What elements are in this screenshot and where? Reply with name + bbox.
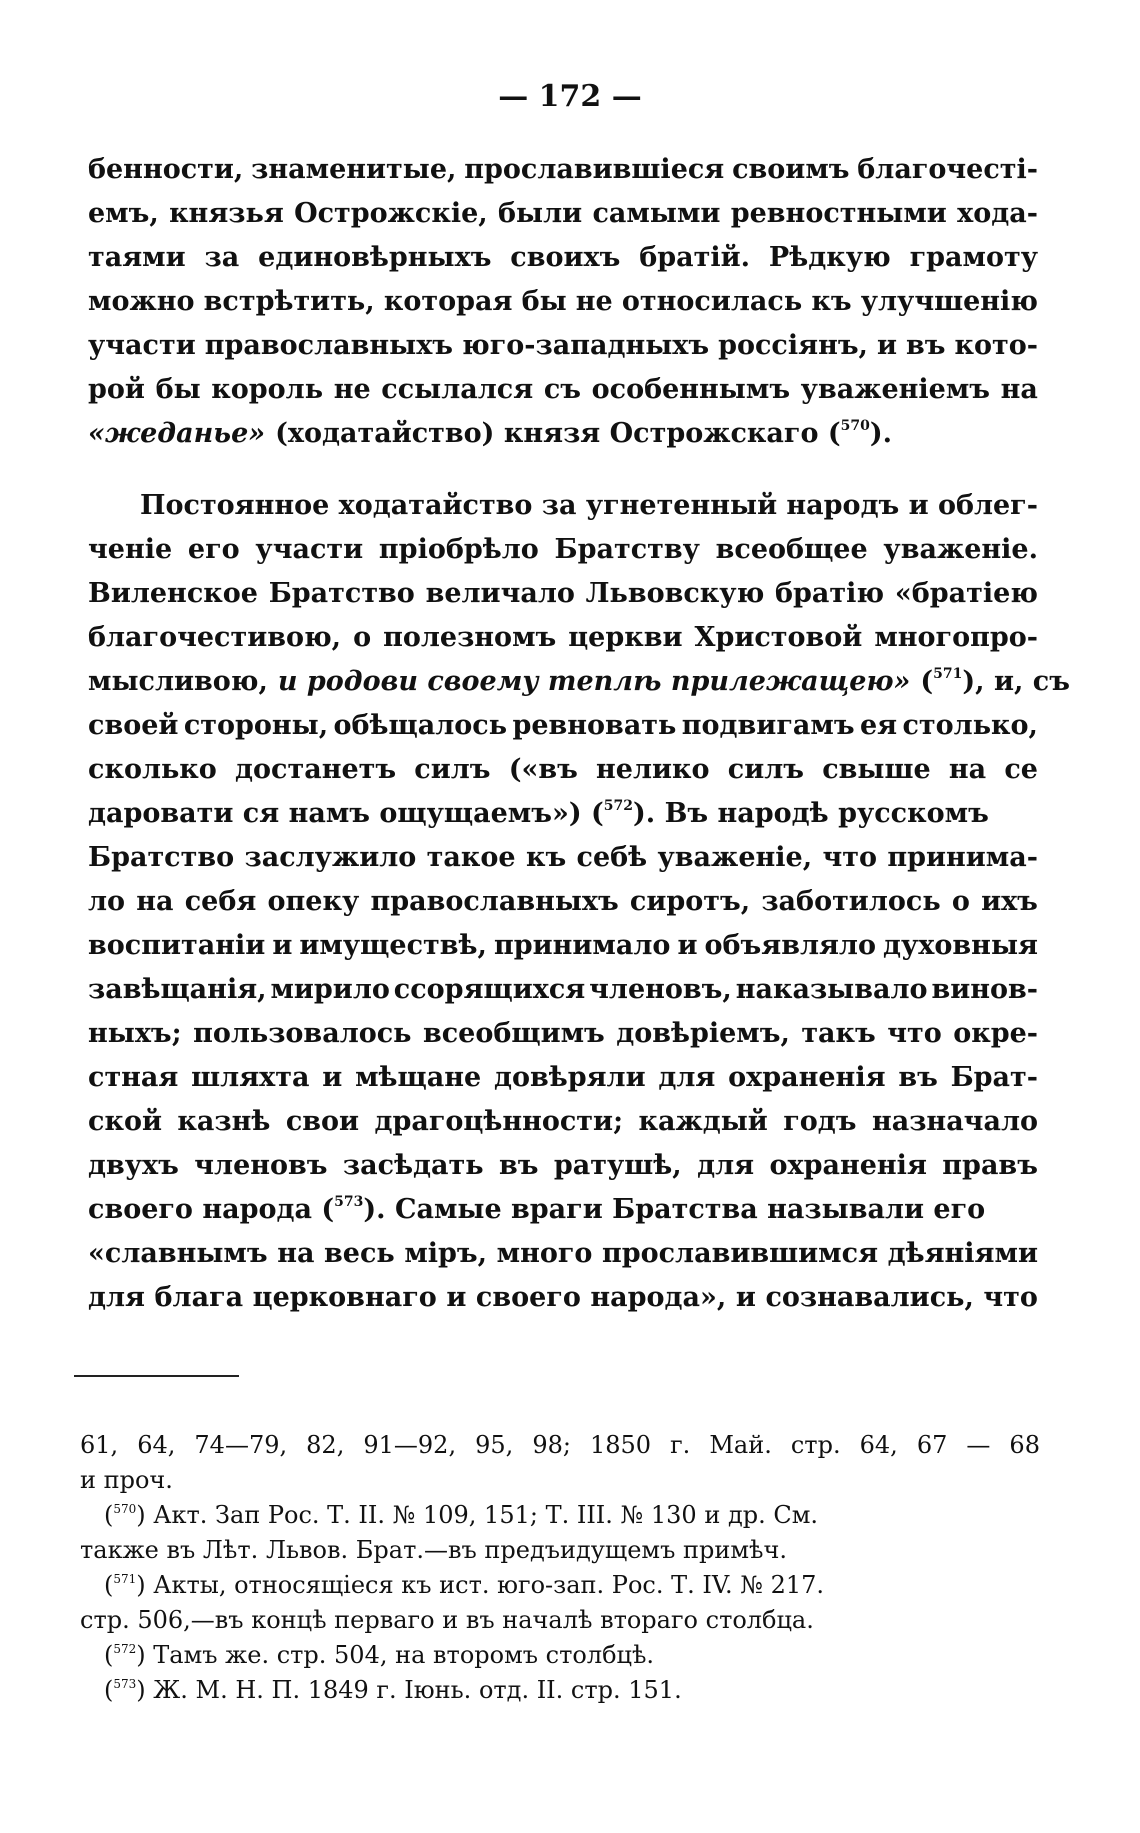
word: величало (425, 578, 575, 609)
word: на (277, 1238, 315, 1269)
word: свыше (822, 754, 931, 785)
footnote-571 (80, 1568, 1040, 1603)
word: завѣщанія, (88, 974, 267, 1005)
text-line (88, 324, 1038, 368)
word: уваженіе. (883, 534, 1038, 565)
word: улучшенію (860, 286, 1038, 317)
word: 82, (306, 1431, 345, 1459)
word: и (876, 330, 897, 361)
word: заботилось (761, 886, 941, 917)
word: бы (155, 374, 201, 405)
word: объявляло (704, 930, 876, 961)
word: имуществѣ, (299, 930, 487, 961)
word: таями (88, 242, 186, 273)
line-fragment: (ходатайство) князя Острожскаго ( (275, 418, 841, 449)
line-fragment: ). (869, 418, 893, 449)
word: что (887, 1018, 942, 1049)
word: Рѣдкую (768, 242, 891, 273)
word: бы (521, 286, 567, 317)
word: ея (859, 710, 898, 741)
word: принима- (887, 842, 1038, 873)
word: такое (426, 842, 516, 873)
word: угнетенный (585, 490, 778, 521)
word: свои (285, 1106, 360, 1137)
word: мирило (270, 974, 390, 1005)
footnote-ref: 571 (933, 666, 963, 682)
footnote-fragment: ) Тамъ же. стр. 504, на второмъ столбцѣ. (136, 1641, 655, 1669)
word: Братству (554, 534, 700, 565)
footnote-ref: 570 (840, 418, 870, 434)
word: міръ, (404, 1238, 488, 1269)
word: охраненія (728, 1062, 886, 1093)
text-line (88, 704, 1038, 748)
line-text (88, 148, 1038, 192)
word: православныхъ (204, 330, 454, 361)
word: блага (154, 1282, 244, 1313)
word: и (322, 1062, 343, 1093)
word: относилась (621, 286, 803, 317)
word: 91—92, (363, 1431, 457, 1459)
line-text (88, 1056, 1038, 1100)
line-fragment (88, 792, 989, 836)
word: братій. (639, 242, 751, 273)
line-text (88, 1276, 1038, 1320)
text-line (88, 1056, 1038, 1100)
footnote-fragment: ) Акт. Зап Рос. Т. II. № 109, 151; Т. III. № 130 и др. См. (136, 1501, 819, 1529)
footnote-line (80, 1428, 1040, 1463)
footnote-ref: 573 (334, 1194, 364, 1210)
word: и (446, 1282, 467, 1313)
line-fragment: ), и, съ (962, 666, 1070, 697)
word: для (88, 1282, 145, 1313)
word: можно (88, 286, 195, 317)
word: бенности, (88, 154, 244, 185)
line-fragment (920, 660, 1070, 704)
word: въ (905, 330, 946, 361)
text-line (88, 792, 1038, 836)
quoted-word: «жеданье» (88, 418, 266, 449)
word: охраненія (769, 1150, 927, 1181)
word: ревностными (730, 198, 947, 229)
word: полезномъ (383, 622, 557, 653)
word: себѣ (576, 842, 648, 873)
word: для (697, 1150, 755, 1181)
text-line (88, 924, 1038, 968)
line-text (88, 880, 1038, 924)
text-line (88, 616, 1038, 660)
word: Острожскіе, (294, 198, 488, 229)
text-line (88, 528, 1038, 572)
word: участи (255, 534, 364, 565)
word: Львовскую (585, 578, 765, 609)
word: заслужило (244, 842, 417, 873)
quoted-text: и родови своему теплѣ прилежащею» (277, 666, 911, 697)
line-fragment: ). Самые враги Братства называли его (363, 1194, 986, 1225)
word: ратушѣ, (553, 1150, 682, 1181)
word: ихъ (981, 886, 1038, 917)
word: народъ (786, 490, 900, 521)
word: на (136, 886, 174, 917)
word: и (908, 490, 929, 521)
word: воспитаніи (88, 930, 266, 961)
footnote-text (80, 1428, 1040, 1463)
word: такъ (801, 1018, 876, 1049)
word: церкви (568, 622, 683, 653)
line-text (88, 368, 1038, 412)
footnote-572 (80, 1638, 1040, 1673)
word: что (822, 842, 877, 873)
word: благочестивою, (88, 622, 342, 653)
word: дѣяніями (887, 1238, 1038, 1269)
paragraph-2 (88, 484, 1070, 1320)
word: Май. (709, 1431, 772, 1459)
word: «братіею (894, 578, 1038, 609)
word: 98; (532, 1431, 571, 1459)
line-text (88, 324, 1038, 368)
footnote-570 (80, 1498, 1040, 1533)
word: Виленское (88, 578, 258, 609)
word: за (541, 490, 577, 521)
word: уваженіе, (657, 842, 813, 873)
word: себя (184, 886, 257, 917)
word: въ (898, 1062, 938, 1093)
line-text (88, 1012, 1038, 1056)
word: окре- (953, 1018, 1038, 1049)
word: Брат- (950, 1062, 1038, 1093)
word: своей (88, 710, 179, 741)
text-line (88, 748, 1038, 792)
text-line (88, 368, 1038, 412)
word: духовныя (883, 930, 1038, 961)
word: довѣряли (493, 1062, 646, 1093)
word: подвигамъ (681, 710, 855, 741)
word: сколько (88, 754, 217, 785)
text-line (88, 968, 1038, 1012)
word: наказывало (735, 974, 928, 1005)
word: ло (88, 886, 126, 917)
footnote-text: ($^{570}$) Акт. Зап Рос. Т. II. № 109, 151; Т. III. № 130 и др. См. (104, 1501, 819, 1529)
footnote-text: и проч. (80, 1466, 173, 1494)
word: къ (811, 286, 852, 317)
word: достанетъ (235, 754, 397, 785)
word: грамоту (909, 242, 1038, 273)
word: своего (475, 1282, 581, 1313)
word: ской (88, 1106, 162, 1137)
word: 67 (916, 1431, 948, 1459)
word: о (353, 622, 372, 653)
word: не (333, 374, 371, 405)
word: довѣріемъ, (616, 1018, 790, 1049)
footnote-fragment: ) Акты, относящіеся къ ист. юго-зап. Рос. Т. IV. № 217. (136, 1571, 825, 1599)
word: назначало (871, 1106, 1038, 1137)
word: («въ (508, 754, 578, 785)
text-line (88, 660, 1070, 704)
text-line (88, 836, 1038, 880)
line-text (140, 484, 1038, 528)
word: особеннымъ (591, 374, 791, 405)
word: силъ (414, 754, 491, 785)
line-fragment (88, 1188, 985, 1232)
word: всеобщее (715, 534, 868, 565)
word: столько, (902, 710, 1038, 741)
word: шляхта (191, 1062, 310, 1093)
page-number: — 172 — (498, 79, 642, 114)
line-text (88, 572, 1038, 616)
word: сознавались, (765, 1282, 974, 1313)
word: пользовалось (193, 1018, 412, 1049)
word: стр. (790, 1431, 841, 1459)
word: единовѣрныхъ (258, 242, 492, 273)
text-line (88, 1144, 1038, 1188)
word: нелико (596, 754, 710, 785)
word: засѣдать (342, 1150, 484, 1181)
line-text (88, 192, 1038, 236)
line-text (88, 704, 1038, 748)
word: что (983, 1282, 1038, 1313)
word: ссылался (381, 374, 534, 405)
footnote-text: ($^{572}$) Тамъ же. стр. 504, на второмъ столбцѣ. (104, 1641, 655, 1669)
line-fragment: ). Въ народѣ русскомъ (633, 798, 989, 829)
text-line (88, 192, 1038, 236)
word: 1850 (589, 1431, 652, 1459)
word: самыми (592, 198, 721, 229)
word: благочестi- (857, 154, 1038, 185)
word: на (1000, 374, 1038, 405)
word: за (204, 242, 240, 273)
line-text (88, 748, 1038, 792)
word: рой (88, 374, 145, 405)
word: и (272, 930, 293, 961)
word: хода- (957, 198, 1038, 229)
line-text (88, 236, 1038, 280)
word: 64, (137, 1431, 176, 1459)
word: стная (88, 1062, 179, 1093)
word: годъ (783, 1106, 857, 1137)
word: не (575, 286, 613, 317)
text-line (88, 1188, 1038, 1232)
word: г. (670, 1431, 691, 1459)
text-line (88, 148, 1038, 192)
line-fragment: ( (920, 666, 934, 697)
text-line (88, 1232, 1038, 1276)
line-text (88, 836, 1038, 880)
footnote-text: ($^{571}$) Акты, относящіеся къ ист. юго-зап. Рос. Т. IV. № 217. (104, 1571, 825, 1599)
line-fragment: мысливою, (88, 666, 268, 697)
word: пріобрѣло (378, 534, 539, 565)
word: о (951, 886, 970, 917)
word: многопро- (874, 622, 1038, 653)
word: уваженіемъ (800, 374, 991, 405)
word: винов- (931, 974, 1038, 1005)
paragraph-1 (88, 148, 1038, 456)
word: Братство (88, 842, 235, 873)
word: на (948, 754, 987, 785)
word: ченіе (88, 534, 173, 565)
footnote-number: 571 (113, 1572, 137, 1586)
word: въ (499, 1150, 539, 1181)
word: 68 (1009, 1431, 1040, 1459)
word: Постоянное (140, 490, 330, 521)
footnote-text: ($^{573}$) Ж. М. Н. П. 1849 г. Іюнь. отд. II. стр. 151. (104, 1676, 682, 1704)
word: съ (543, 374, 581, 405)
word: князья (169, 198, 284, 229)
word: ныхъ; (88, 1018, 182, 1049)
word: казнѣ (177, 1106, 271, 1137)
line-text (88, 924, 1038, 968)
word: кото- (954, 330, 1038, 361)
word: участи (88, 330, 196, 361)
word: были (498, 198, 583, 229)
word: церковнаго (252, 1282, 437, 1313)
text-line (88, 280, 1038, 324)
word: и (735, 1282, 756, 1313)
footnote-number: 572 (113, 1642, 137, 1656)
text-line (88, 484, 1038, 528)
word: своимъ (732, 154, 850, 185)
line-text (88, 1144, 1038, 1188)
word: мѣщане (355, 1062, 482, 1093)
word: стороны, (183, 710, 329, 741)
line-text (275, 412, 892, 456)
word: опеку (267, 886, 360, 917)
footnote-line (80, 1463, 1040, 1498)
word: членовъ, (589, 974, 732, 1005)
footnotes (80, 1428, 1040, 1708)
word: членовъ (194, 1150, 328, 1181)
line-fragment: своего народа ( (88, 1194, 335, 1225)
text-line (88, 236, 1038, 280)
footnote-ref: 572 (603, 798, 634, 814)
word: ссорящихся (393, 974, 586, 1005)
text-line (88, 572, 1038, 616)
word: которая (383, 286, 513, 317)
footnote-573 (80, 1673, 1040, 1708)
word: 95, (475, 1431, 514, 1459)
footnote-line (80, 1603, 1040, 1638)
word: ходатайство (338, 490, 533, 521)
word: 61, (80, 1431, 119, 1459)
word: Братство (268, 578, 415, 609)
text-line (88, 412, 1038, 456)
word: и (677, 930, 698, 961)
word: прославившіеся (464, 154, 725, 185)
word: облег- (937, 490, 1038, 521)
word: весь (324, 1238, 395, 1269)
footnote-number: 570 (113, 1502, 137, 1516)
word: православныхъ (370, 886, 619, 917)
word: король (211, 374, 324, 405)
word: драгоцѣнности; (374, 1106, 624, 1137)
word: къ (525, 842, 567, 873)
word: обѣщалось (333, 710, 508, 741)
word: двухъ (88, 1150, 179, 1181)
word: каждый (638, 1106, 768, 1137)
word: прославившимся (601, 1238, 879, 1269)
word: ревновать (512, 710, 677, 741)
line-text (88, 968, 1038, 1012)
word: всеобщимъ (422, 1018, 605, 1049)
word: 64, (859, 1431, 898, 1459)
word: народа», (590, 1282, 727, 1313)
footnote-divider (74, 1375, 239, 1377)
line-text (88, 1100, 1038, 1144)
word: братію (775, 578, 885, 609)
footnote-fragment: ) Ж. М. Н. П. 1849 г. Іюнь. отд. II. стр. 151. (136, 1676, 682, 1704)
line-text (88, 1232, 1038, 1276)
word: его (187, 534, 240, 565)
text-line (88, 1276, 1038, 1320)
word: «славнымъ (88, 1238, 268, 1269)
word: юго-западныхъ (462, 330, 710, 361)
word: принимало (493, 930, 671, 961)
text-line (88, 1012, 1038, 1056)
line-fragment: даровати ся намъ ощущаемъ») ( (88, 798, 604, 829)
line-text (88, 528, 1038, 572)
word: встрѣтить, (203, 286, 375, 317)
footnote-text: также въ Лѣт. Львов. Брат.—въ предъидущемъ примѣч. (80, 1536, 787, 1564)
text-line (88, 1100, 1038, 1144)
footnote-text: стр. 506,—въ концѣ перваго и въ началѣ втораго столбца. (80, 1606, 814, 1634)
footnote-line (80, 1533, 1040, 1568)
word: силъ (727, 754, 804, 785)
word: для (658, 1062, 716, 1093)
word: правъ (942, 1150, 1038, 1181)
word: се (1004, 754, 1038, 785)
word: много (496, 1238, 593, 1269)
word: знаменитые, (251, 154, 457, 185)
line-text (88, 616, 1038, 660)
text-line (88, 880, 1038, 924)
footnote-number: 573 (113, 1677, 137, 1691)
word: сиротъ, (629, 886, 751, 917)
word: емъ, (88, 198, 159, 229)
line-text (88, 280, 1038, 324)
word: россіянъ, (718, 330, 868, 361)
word: — (966, 1431, 991, 1459)
word: 74—79, (194, 1431, 288, 1459)
word: своихъ (510, 242, 621, 273)
word: Христовой (694, 622, 863, 653)
